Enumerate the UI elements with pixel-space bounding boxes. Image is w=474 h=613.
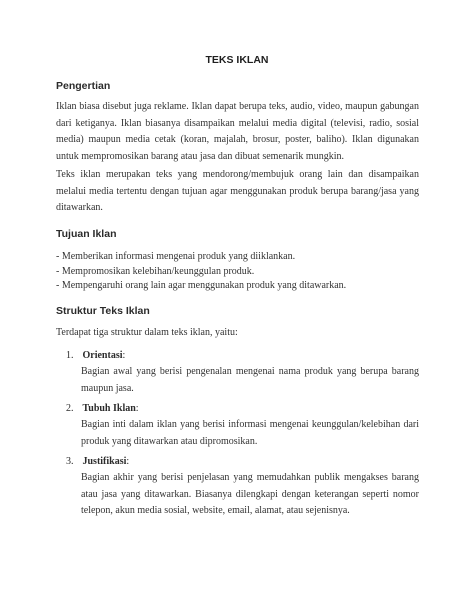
list-colon: : xyxy=(135,403,139,414)
list-term: Justifikasi xyxy=(82,456,127,467)
page-title: TEKS IKLAN xyxy=(205,54,269,66)
list-description: Bagian inti dalam iklan yang berisi informasi mengenai keunggulan/kelebihan dari produk yang ditawarkan atau dipromosikan. xyxy=(81,419,419,447)
list-description: Bagian akhir yang berisi penjelasan yang memudahkan publik mengakses barang atau jasa yang ditawarkan. Biasanya dilengkapi dengan keterangan seperti nomor telepon, akun media sosial, website, email, alamat, atau sejenisnya. xyxy=(81,472,419,516)
list-number: 3. xyxy=(66,456,74,467)
tujuan-list xyxy=(56,250,346,294)
list-item: - Mempengaruhi orang lain agar menggunakan produk yang ditawarkan. xyxy=(56,280,347,291)
heading-tujuan: Tujuan Iklan xyxy=(56,228,117,240)
list-item-justifikasi xyxy=(66,454,419,520)
list-term: Tubuh Iklan xyxy=(82,403,136,414)
heading-struktur: Struktur Teks Iklan xyxy=(56,305,150,317)
list-item-orientasi xyxy=(66,348,419,397)
paragraph-struktur-intro: Terdapat tiga struktur dalam teks iklan, yaitu: xyxy=(56,327,238,338)
list-number: 1. xyxy=(66,350,74,361)
paragraph-pengertian-2: Teks iklan merupakan teks yang mendorong/membujuk orang lain dan disampaikan melalui media tertentu dengan tujuan agar menggunakan produk berupa barang/jasa yang ditawarkan. xyxy=(56,169,419,213)
list-colon: : xyxy=(122,350,126,361)
list-term: Orientasi xyxy=(82,350,123,361)
list-item: - Mempromosikan kelebihan/keunggulan produk. xyxy=(56,265,255,277)
list-colon: : xyxy=(126,456,130,467)
list-description: Bagian awal yang berisi pengenalan mengenai nama produk yang berupa barang maupun jasa. xyxy=(81,366,419,394)
list-item: - Memberikan informasi mengenai produk yang diiklankan. xyxy=(56,251,296,262)
struktur-list xyxy=(66,348,419,520)
list-item-tubuh-iklan xyxy=(66,401,419,450)
heading-pengertian: Pengertian xyxy=(56,80,111,92)
list-number: 2. xyxy=(66,403,74,414)
paragraph-pengertian-1: Iklan biasa disebut juga reklame. Iklan dapat berupa teks, audio, video, maupun gabungan dari ketiganya. Iklan biasanya disampaikan melalui media digital (televisi, radio, sosial media) maupun media cetak (koran, majalah, brosur, poster, baliho). Iklan digunakan untuk mempromosikan barang atau jasa dan dibuat semenarik mungkin. xyxy=(56,101,419,162)
